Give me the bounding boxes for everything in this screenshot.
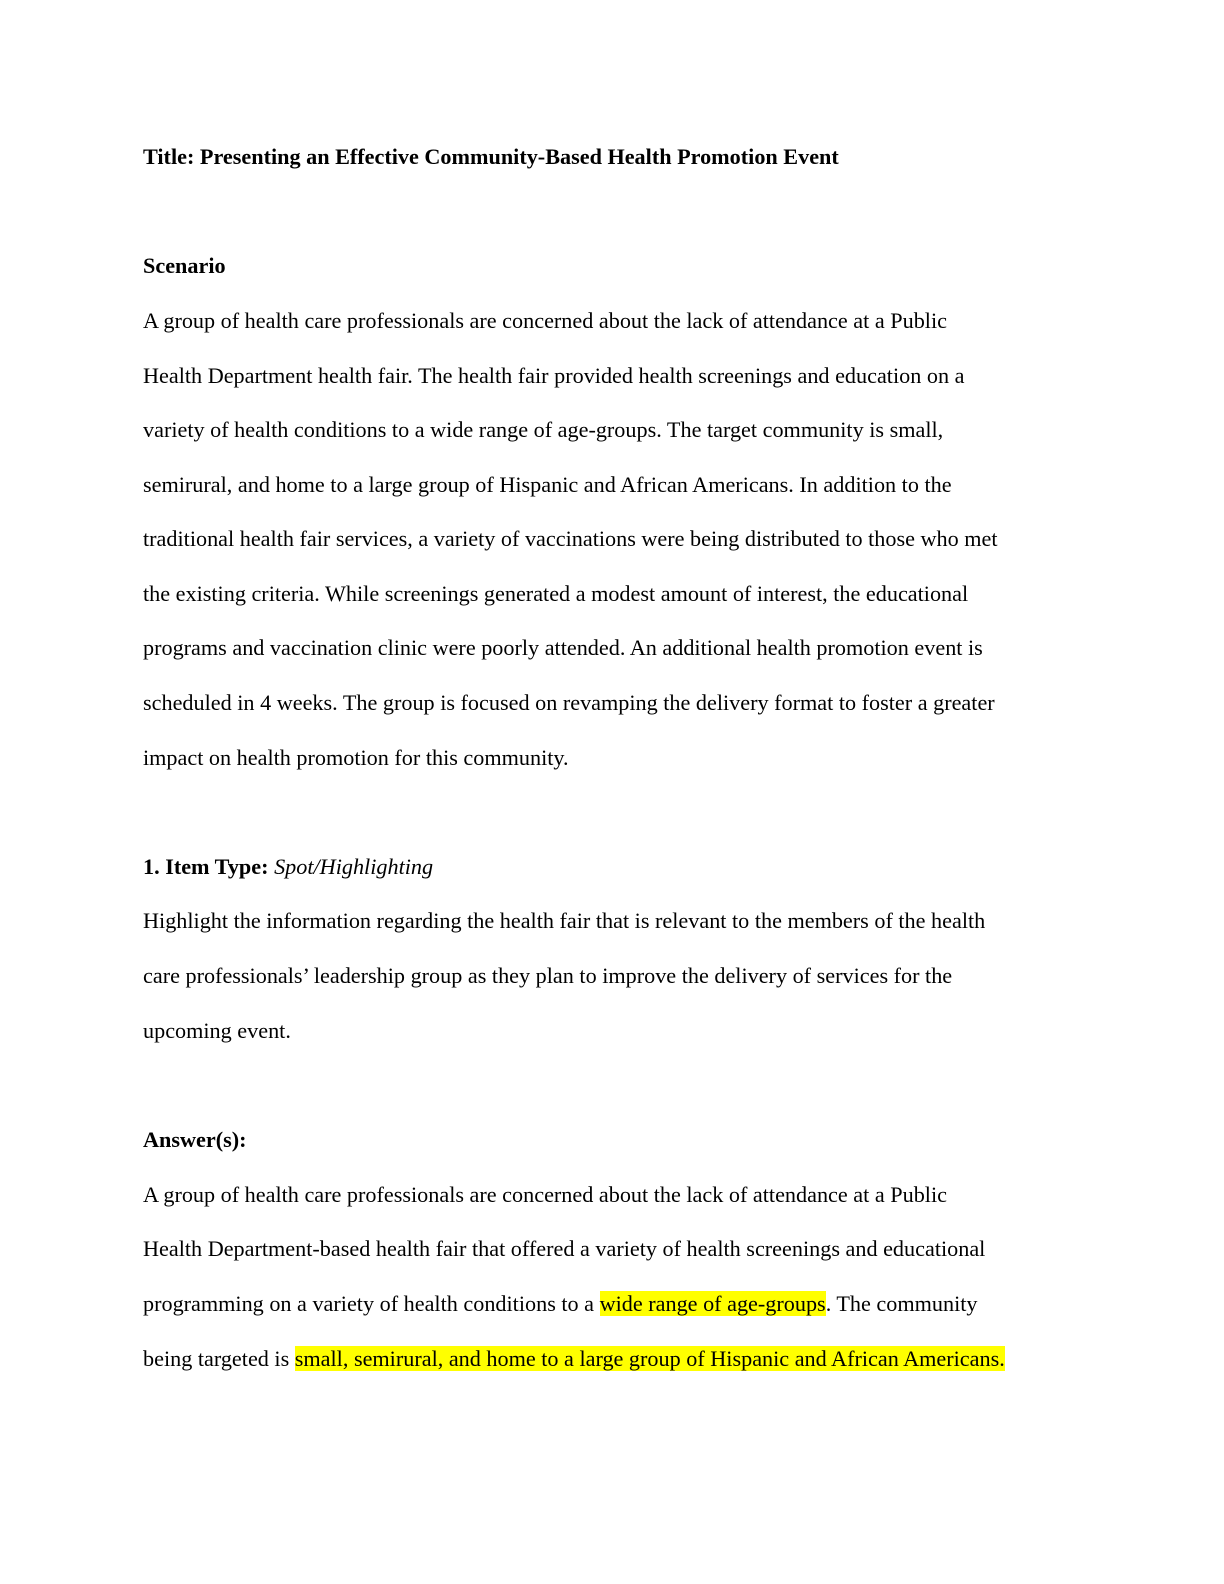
answer-line: A group of health care professionals are concerned about the lack of attendance at a Public xyxy=(143,1182,947,1207)
scenario-line: A group of health care professionals are concerned about the lack of attendance at a Public xyxy=(143,308,947,333)
item-instruction-line: upcoming event. xyxy=(143,1018,291,1043)
answer-heading: Answer(s): xyxy=(143,1127,247,1152)
scenario-line: semirural, and home to a large group of Hispanic and African Americans. In addition to the xyxy=(143,472,952,497)
document-title: Title: Presenting an Effective Community-Based Health Promotion Event xyxy=(143,144,839,169)
scenario-line: scheduled in 4 weeks. The group is focused on revamping the delivery format to foster a greater xyxy=(143,690,995,715)
item-type-heading xyxy=(143,853,433,881)
scenario-heading: Scenario xyxy=(143,253,226,278)
scenario-line: programs and vaccination clinic were poorly attended. An additional health promotion event is xyxy=(143,635,983,660)
answer-highlight[interactable]: small, semirural, and home to a large group of Hispanic and African Americans. xyxy=(294,1346,1005,1371)
item-instruction-line: Highlight the information regarding the health fair that is relevant to the members of the health xyxy=(143,908,986,933)
answer-line: Health Department-based health fair that offered a variety of health screenings and educational xyxy=(143,1236,986,1261)
answer-text: being targeted is xyxy=(143,1346,295,1371)
answer-line xyxy=(143,1345,1005,1373)
answer-highlight[interactable]: wide range of age-groups xyxy=(599,1291,826,1316)
item-instruction-line: care professionals’ leadership group as they plan to improve the delivery of services for the xyxy=(143,963,953,988)
scenario-line: traditional health fair services, a variety of vaccinations were being distributed to those who met xyxy=(143,526,998,551)
answer-text: . The community xyxy=(825,1291,978,1316)
scenario-line: impact on health promotion for this community. xyxy=(143,745,569,770)
answer-line xyxy=(143,1290,978,1318)
answer-text: programming on a variety of health conditions to a xyxy=(143,1291,600,1316)
scenario-line: the existing criteria. While screenings generated a modest amount of interest, the educational xyxy=(143,581,969,606)
scenario-line: variety of health conditions to a wide range of age-groups. The target community is small, xyxy=(143,417,944,442)
scenario-line: Health Department health fair. The health fair provided health screenings and education on a xyxy=(143,363,965,388)
item-type-value: Spot/Highlighting xyxy=(274,854,434,879)
item-type-label: 1. Item Type: xyxy=(143,854,275,879)
